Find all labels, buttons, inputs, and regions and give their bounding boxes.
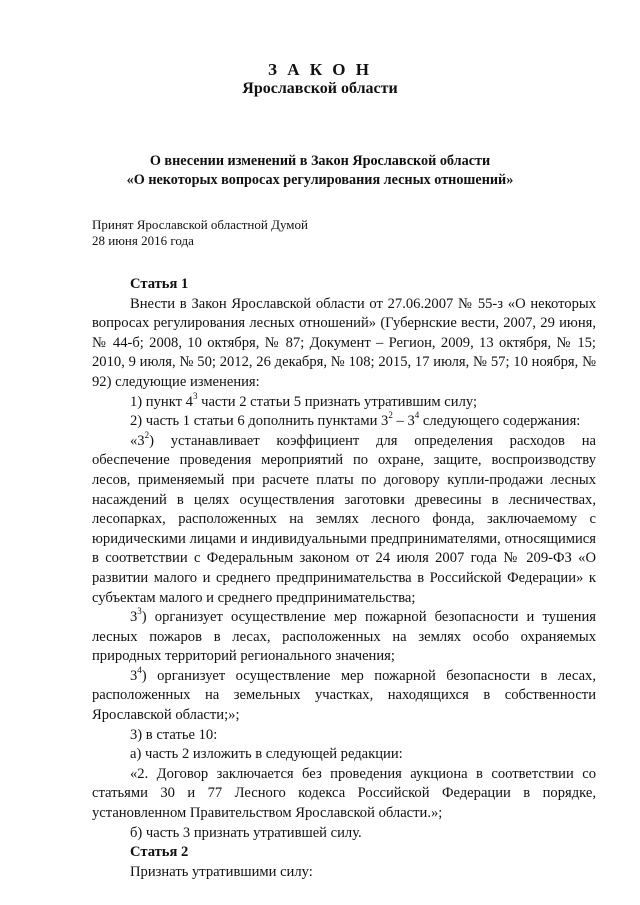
article-1-item-1 — [92, 390, 596, 413]
point-3-2-sup: 2 — [144, 429, 150, 440]
point-3-4 — [92, 667, 596, 726]
article-2-heading: Статья 2 — [130, 844, 189, 861]
point-3-3-text-a: 3 — [130, 609, 138, 626]
subject-line-2: «О некоторых вопросах регулирования лесных отношений» — [126, 172, 514, 188]
adoption-note — [92, 217, 308, 249]
item-2-sup-2: 4 — [414, 410, 420, 421]
law-title: З А К О Н — [267, 60, 373, 79]
item-1-sup: 3 — [192, 390, 198, 401]
item-2-text-b: – 3 — [392, 413, 415, 430]
article-1-intro: Внести в Закон Ярославской области от 27.06.2007 № 55-з «О некоторых вопросах регулирования лесных отношений» (Губернские вести, 2007, 29 июня, № 44-б; 2008, 10 октября, № 87; Документ – Регион, 2009, 13 октября, № 15; 2010, 9 июля, № 50; 2012, 26 декабря, № 108; 2015, 17 июля, № 57; 10 ноября, № 92) следующие изменения: — [92, 295, 596, 390]
point-3-3-sup: 3 — [137, 606, 142, 617]
adoption-date: 28 июня 2016 года — [92, 233, 194, 248]
article-1-heading: Статья 1 — [130, 276, 189, 292]
point-3-3-text-b: ) организует осуществление мер пожарной безопасности и тушения лесных пожаров в лесах, расположенных на землях особо охраняемых природных территорий регионального значения; — [92, 609, 596, 665]
law-region: Ярославской области — [242, 80, 398, 97]
article-1-item-3a-text: «2. Договор заключается без проведения аукциона в соответствии со статьями 30 и 77 Лесного кодекса Российской Федерации в порядке, установленном Правительством Ярославской области.»; — [92, 765, 596, 822]
law-subject — [0, 152, 640, 190]
point-3-4-sup: 4 — [137, 665, 142, 676]
document-body — [92, 275, 596, 882]
adoption-line-1: Принят Ярославской областной Думой — [92, 217, 308, 232]
point-3-4-text-a: 3 — [130, 667, 138, 684]
item-1-text-b: части 2 статьи 5 признать утратившим силу; — [197, 393, 478, 410]
point-3-2 — [92, 429, 596, 608]
point-3-4-text-b: ) организует осуществление мер пожарной безопасности в лесах, расположенных на земельных участках, находящихся в собственности Ярославской области;»; — [92, 667, 596, 724]
item-1-text-a: 1) пункт 4 — [130, 393, 193, 410]
article-1-item-3a: а) часть 2 изложить в следующей редакции: — [130, 746, 403, 763]
subject-line-1: О внесении изменений в Закон Ярославской области — [149, 153, 491, 169]
item-2-sup-1: 2 — [388, 410, 393, 421]
point-3-2-text-a: «3 — [130, 432, 145, 449]
article-1-item-2 — [92, 412, 596, 432]
point-3-2-text-b: ) устанавливает коэффициент для определения расходов на обеспечение проведения мероприятий по охране, защите, воспроизводству лесов, применяемый при расчете платы по договору купли-продажи лесных насаждений в целях осуществления заготовки древесины в лесничествах, лесопарках, расположенных на землях лесного фонда, заключаемому с юридическими лицами и индивидуальными предпринимателями, относящимися в соответствии с Федеральным законом от 24 июля 2007 года № 209-ФЗ «О развитии малого и среднего предпринимательства в Российской Федерации» к субъектам малого и среднего предпринимательства; — [92, 432, 596, 606]
item-2-text-a: 2) часть 1 статьи 6 дополнить пунктами 3 — [130, 413, 389, 430]
item-2-text-c: следующего содержания: — [419, 413, 581, 430]
article-1-item-3: 3) в статье 10: — [130, 726, 218, 743]
article-1-item-3b: б) часть 3 признать утратившей силу. — [130, 824, 362, 841]
point-3-3 — [92, 608, 596, 667]
article-2-intro: Признать утратившими силу: — [130, 863, 313, 880]
